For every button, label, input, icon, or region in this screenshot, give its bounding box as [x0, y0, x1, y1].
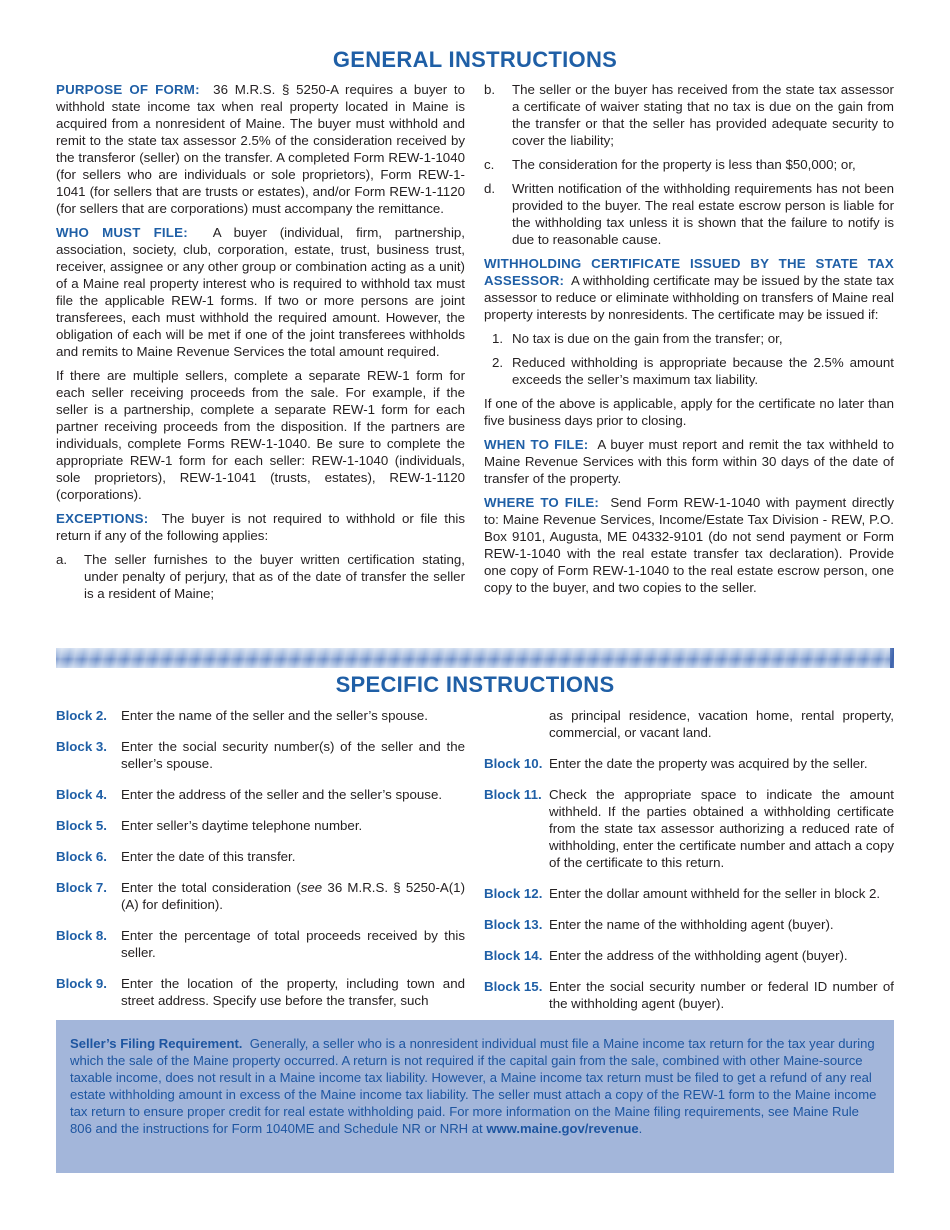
- certificate-item-label: 2.: [492, 355, 504, 370]
- block-label: Block 2.: [56, 708, 107, 723]
- block-item: [56, 927, 465, 961]
- block7-text-post: 36 M.R.S. § 5250-A(1)(A) for definition).: [121, 880, 465, 912]
- band-edge: [890, 648, 894, 668]
- block-item: [484, 916, 894, 933]
- block-item: [484, 885, 894, 902]
- certificate-item-text: No tax is due on the gain from the transfer; or,: [512, 331, 783, 346]
- exception-text: The consideration for the property is less than $50,000; or,: [512, 157, 856, 172]
- exception-item: [484, 81, 894, 149]
- block7-text-see: see: [300, 880, 323, 895]
- filing-requirement-box: [56, 1020, 894, 1173]
- who-must-file-heading: WHO MUST FILE:: [56, 225, 188, 240]
- block7-text-pre: Enter the total consideration (: [121, 880, 301, 895]
- block-text: Enter the date of this transfer.: [121, 849, 296, 864]
- block-label: Block 10.: [484, 756, 543, 771]
- block-text: Enter the social security number or federal ID number of the withholding agent (buyer).: [549, 979, 894, 1011]
- block-label: Block 7.: [56, 880, 107, 895]
- block-item: [56, 707, 465, 724]
- purpose-section: [56, 81, 465, 217]
- when-to-file-heading: WHEN TO FILE:: [484, 437, 589, 452]
- block-item: [56, 786, 465, 803]
- certificate-heading: WITHHOLDING CERTIFICATE ISSUED BY THE STATE TAX ASSESSOR:: [484, 256, 894, 288]
- general-instructions-title: GENERAL INSTRUCTIONS: [332, 47, 618, 72]
- exception-text: The seller or the buyer has received from the state tax assessor a certificate of waiver stating that no tax is due on the gain from the transfer or that the seller has provided adequate security to cover the liability;: [512, 82, 894, 148]
- exception-item: [56, 551, 465, 602]
- block-text: [121, 879, 465, 913]
- exception-label: a.: [56, 552, 68, 567]
- block-item: [56, 975, 465, 1009]
- block-text: Enter seller’s daytime telephone number.: [121, 818, 363, 833]
- block-label: Block 5.: [56, 818, 107, 833]
- where-to-file-section: [484, 494, 894, 596]
- block-item: [56, 738, 465, 772]
- exception-label: c.: [484, 157, 495, 172]
- block-text: Enter the date the property was acquired by the seller.: [549, 756, 868, 771]
- block-text: Enter the name of the withholding agent (buyer).: [549, 917, 834, 932]
- block-text: Enter the address of the withholding agent (buyer).: [549, 948, 848, 963]
- purpose-text: 36 M.R.S. § 5250-A requires a buyer to withhold state income tax when real property located in Maine is acquired from a nonresident of Maine. The buyer must withhold and remit to the state tax assessor 2.5% of the consideration received by the transferor (seller) on the transfer. A completed Form REW-1-1040 (for sellers who are individuals or sole proprietors), Form REW-1-1041 (for sellers that are trusts or estates), and/or Form REW-1-1120 (for sellers that are corporations) must accompany the remittance.: [56, 82, 465, 216]
- block-label: Block 14.: [484, 948, 543, 963]
- block-item: [484, 978, 894, 1012]
- general-left-column: [56, 81, 465, 609]
- block-item: [56, 817, 465, 834]
- block-label: Block 4.: [56, 787, 107, 802]
- certificate-after: If one of the above is applicable, apply for the certificate no later than five business days prior to closing.: [484, 396, 894, 428]
- block-label: Block 6.: [56, 849, 107, 864]
- specific-left-column: [56, 707, 465, 1023]
- purpose-heading: PURPOSE OF FORM:: [56, 82, 200, 97]
- block-label: Block 3.: [56, 739, 107, 754]
- block-item: [484, 755, 894, 772]
- block-label: Block 9.: [56, 976, 107, 991]
- exception-item: [484, 180, 894, 248]
- block9-continuation: [484, 707, 894, 741]
- block-text: Check the appropriate space to indicate the amount withheld. If the parties obtained a withholding certificate from the state tax assessor authorizing a reduced rate of withholding, enter the certificate number and attach a copy of the certificate to this return.: [549, 787, 894, 870]
- who-must-file-section: [56, 224, 465, 360]
- block-item: [484, 786, 894, 871]
- specific-right-column: [484, 707, 894, 1026]
- block-item: [56, 879, 465, 913]
- multiple-sellers-paragraph: If there are multiple sellers, complete a separate REW-1 form for each seller receiving proceeds from the sale. For example, if the seller is a partnership, complete a separate REW-1 form for each partner receiving proceeds from the disposition. If the partners are individuals, complete Forms REW-1-1040. Be sure to complete the appropriate REW-1 form for each seller: REW-1-1040 (individuals, sole proprietors), REW-1-1041 (trusts, estates), REW-1-1120 (corporations).: [56, 368, 465, 502]
- certificate-text: A withholding certificate may be issued by the state tax assessor to reduce or eliminate withholding on transfers of Maine real property interests by nonresidents. The certificate may be issued if:: [484, 273, 894, 322]
- block-text: Enter the address of the seller and the seller’s spouse.: [121, 787, 443, 802]
- when-to-file-text: A buyer must report and remit the tax withheld to Maine Revenue Services with this form within 30 days of the date of transfer of the property.: [484, 437, 894, 486]
- block-label: Block 8.: [56, 928, 107, 943]
- exceptions-text: The buyer is not required to withhold or file this return if any of the following applies:: [56, 511, 465, 543]
- revenue-website-link[interactable]: www.maine.gov/revenue: [486, 1121, 639, 1136]
- where-to-file-text: Send Form REW-1-1040 with payment directly to: Maine Revenue Services, Income/Estate Tax Division - REW, P.O. Box 9101, Augusta, ME 04332-9101 (do not send payment or Form REW-1-1040 with the real estate transfer tax declaration). Provide one copy of Form REW-1-1040 to the real estate escrow person, one copy to the buyer, and two copies to the seller.: [484, 495, 894, 595]
- block-label: Block 11.: [484, 787, 542, 802]
- filing-requirement-text: Generally, a seller who is a nonresident individual must file a Maine income tax return for the tax year during which the sale of the Maine property occurred. A return is not required if the capital gain from the sale, combined with other Maine-source taxable income, does not result in a Maine income tax liability. However, a Maine income tax return must be filed to get a refund of any real estate withholding amount in excess of the Maine income tax liability. The seller must attach a copy of the REW-1 form to the Maine income tax return to ensure proper credit for real estate withholding paid. For more information on the Maine filing requirements, see Maine Rule 806 and the instructions for Form 1040ME and Schedule NR or NRH at: [70, 1036, 877, 1136]
- exception-item: [484, 156, 894, 173]
- exception-label: b.: [484, 82, 496, 97]
- block-item: [484, 947, 894, 964]
- block-text: Enter the social security number(s) of the seller and the seller’s spouse.: [121, 739, 465, 771]
- exception-text: Written notification of the withholding requirements has not been provided to the buyer. The real estate escrow person is liable for the withholding tax unless it is shown that the failure to notify is due to reasonable cause.: [512, 181, 894, 247]
- exception-label: d.: [484, 181, 496, 196]
- filing-requirement-end: .: [638, 1121, 643, 1136]
- when-to-file-section: [484, 436, 894, 487]
- certificate-section: [484, 255, 894, 323]
- block-text: Enter the name of the seller and the seller’s spouse.: [121, 708, 428, 723]
- block-text: Enter the location of the property, including town and street address. Specify use before the transfer, such: [121, 976, 465, 1008]
- block-text: Enter the percentage of total proceeds received by this seller.: [121, 928, 465, 960]
- general-right-column: [484, 81, 894, 603]
- certificate-item-text: Reduced withholding is appropriate because the 2.5% amount exceeds the seller’s maximum tax liability.: [512, 355, 894, 387]
- who-must-file-text: A buyer (individual, firm, partnership, association, society, club, corporation, estate, trust, business trust, receiver, assignee or any other group or combination acting as a unit) of a Maine real property interest who is required to withhold tax must file the applicable REW-1 forms. If two or more persons are joint transferees, each must withhold the required amount. However, the obligation of each will be met if one of the joint transferees withholds and remits to Maine Revenue Services the total amount required.: [56, 225, 465, 359]
- certificate-item: [484, 330, 894, 347]
- block-label: Block 12.: [484, 886, 543, 901]
- block-label: Block 13.: [484, 917, 543, 932]
- exceptions-section: [56, 510, 465, 544]
- exceptions-heading: EXCEPTIONS:: [56, 511, 149, 526]
- where-to-file-heading: WHERE TO FILE:: [484, 495, 600, 510]
- block-label: Block 15.: [484, 979, 543, 994]
- block-text: Enter the dollar amount withheld for the seller in block 2.: [549, 886, 881, 901]
- block-item: [56, 848, 465, 865]
- decorative-divider-band: [56, 648, 894, 668]
- specific-instructions-title: SPECIFIC INSTRUCTIONS: [335, 672, 615, 697]
- certificate-item-label: 1.: [492, 331, 504, 346]
- block9-continuation-text: as principal residence, vacation home, rental property, commercial, or vacant land.: [549, 708, 894, 740]
- exception-text: The seller furnishes to the buyer written certification stating, under penalty of perjury, that as of the date of transfer the seller is a resident of Maine;: [84, 552, 465, 601]
- filing-requirement-heading: Seller’s Filing Requirement.: [70, 1036, 243, 1051]
- certificate-item: [484, 354, 894, 388]
